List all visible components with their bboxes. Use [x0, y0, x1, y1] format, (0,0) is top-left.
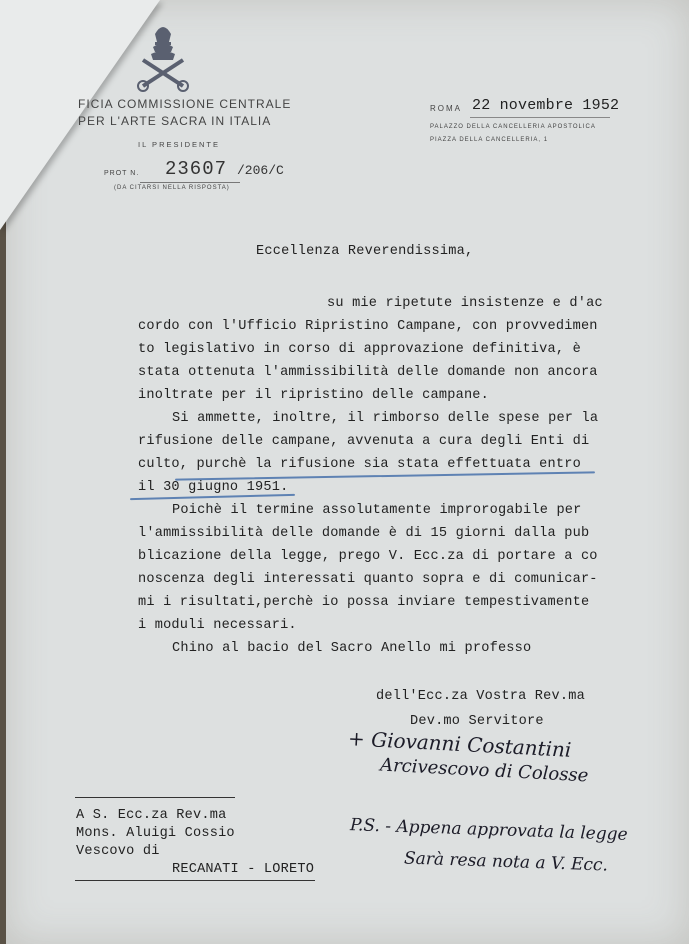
body-line: i moduli necessari. [138, 618, 297, 633]
closing-line-2: Dev.mo Servitore [410, 714, 544, 729]
body-line: Poichè il termine assolutamente improrogabile per [172, 503, 582, 518]
letterhead-president: IL PRESIDENTE [138, 140, 220, 149]
body-line: blicazione della legge, prego V. Ecc.za di portare a co [138, 549, 598, 564]
prot-note: (DA CITARSI NELLA RISPOSTA) [114, 185, 230, 191]
salutation: Eccellenza Reverendissima, [256, 244, 474, 259]
body-line: il 30 giugno 1951. [138, 480, 289, 495]
body-line: cordo con l'Ufficio Ripristino Campane, con provvedimen [138, 319, 598, 334]
prot-label: PROT N. [104, 170, 140, 177]
addressee-line: Vescovo di [76, 844, 160, 859]
addressee-line: Mons. Aluigi Cossio [76, 826, 235, 841]
address-line-1: PALAZZO DELLA CANCELLERIA APOSTOLICA [430, 124, 596, 130]
handwritten-signature: + Giovanni Costantini [347, 726, 572, 762]
papal-emblem-icon [133, 20, 193, 92]
body-line: Chino al bacio del Sacro Anello mi professo [172, 641, 532, 656]
body-line: su mie ripetute insistenze e d'ac [327, 296, 603, 311]
body-line: stata ottenuta l'ammissibilità delle domande non ancora [138, 365, 598, 380]
body-line: rifusione delle campane, avvenuta a cura degli Enti di [138, 434, 590, 449]
prot-suffix: /206/C [237, 163, 284, 178]
address-line-2: PIAZZA DELLA CANCELLERIA, 1 [430, 137, 549, 143]
letter-date: 22 novembre 1952 [472, 97, 620, 114]
letterhead-line-1: FICIA COMMISSIONE CENTRALE [78, 97, 292, 111]
body-line: inoltrate per il ripristino delle campane. [138, 388, 490, 403]
body-line: Si ammette, inoltre, il rimborso delle spese per la [172, 411, 599, 426]
closing-line-1: dell'Ecc.za Vostra Rev.ma [376, 689, 585, 704]
body-line: noscenza degli interessati quanto sopra e di comunicar- [138, 572, 598, 587]
body-line: mi i risultati,perchè io possa inviare tempestivamente [138, 595, 590, 610]
prot-number: 23607 [165, 158, 228, 180]
body-line: to legislativo in corso di approvazione definitiva, è [138, 342, 581, 357]
postscript-line-1: P.S. - Appena approvata la legge [349, 815, 628, 845]
body-line: l'ammissibilità delle domande è di 15 giorni dalla pub [138, 526, 590, 541]
addressee-city: RECANATI - LORETO [172, 862, 315, 877]
signature-title: Arcivescovo di Colosse [379, 754, 589, 787]
place-label: ROMA [430, 104, 462, 113]
letterhead-line-2: PER L'ARTE SACRA IN ITALIA [78, 114, 272, 128]
addressee-line: A S. Ecc.za Rev.ma [76, 808, 227, 823]
body-line: culto, purchè la rifusione sia stata effettuata entro [138, 457, 581, 472]
postscript-line-2: Sarà resa nota a V. Ecc. [403, 848, 609, 876]
